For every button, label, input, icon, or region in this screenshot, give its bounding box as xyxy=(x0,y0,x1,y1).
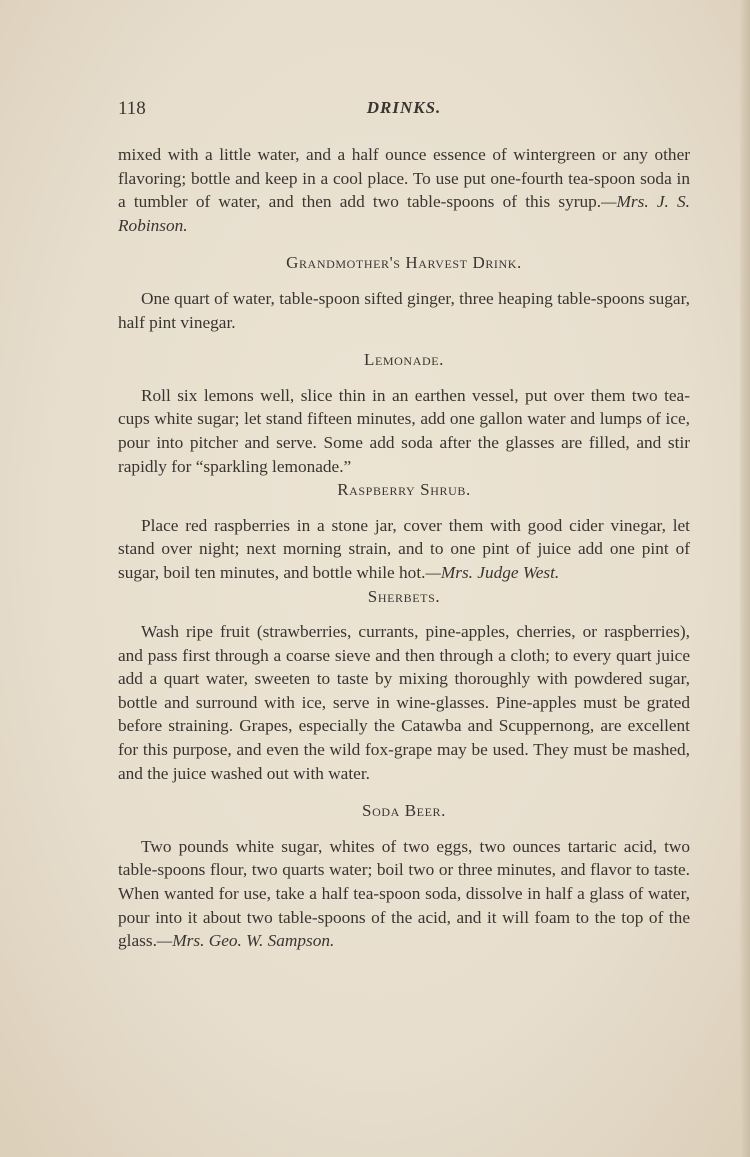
page-number: 118 xyxy=(118,98,146,119)
intro-text: mixed with a little water, and a half ounce essence of wintergreen or any other flavoring; bottle and keep in a cool place. To use put one-fourth tea-spoon soda in a tumbler of water, and then add two table-spoons of this syrup. xyxy=(118,145,690,212)
page-content xyxy=(118,143,690,953)
soda-beer-heading: Soda Beer. xyxy=(362,801,446,821)
intro-paragraph xyxy=(118,143,690,237)
raspberry-heading: Raspberry Shrub. xyxy=(337,480,471,500)
lemonade-paragraph: Roll six lemons well, slice thin in an earthen vessel, put over them two tea-cups white sugar; let stand fifteen minutes, add one gallon water and lumps of ice, pour into pitcher and serve. Some add soda after the glasses are filled, and stir rapidly for “sparkling lemonade.” xyxy=(118,385,690,476)
raspberry-paragraph xyxy=(118,514,690,585)
soda-beer-paragraph xyxy=(118,835,690,953)
page-header xyxy=(118,98,690,124)
soda-beer-signature: —Mrs. Geo. W. Sampson. xyxy=(156,931,335,951)
soda-beer-text: Two pounds white sugar, whites of two eggs, two ounces tartaric acid, two table-spoons flour, two quarts water; boil two or three minutes, and flavor to taste. When wanted for use, take a half tea-spoon soda, dissolve in half a glass of water, pour into it about two table-spoons of the acid, and it will foam to the top of the glass. xyxy=(118,836,690,951)
sherbets-paragraph: Wash ripe fruit (strawberries, currants, pine-apples, cherries, or raspberries), and pass first through a coarse sieve and then through a cloth; to every quart juice add a quart water, sweeten to taste by mixing thoroughly with powdered sugar, bottle and surround with ice, serve in wine-glasses. Pine-apples must be grated before straining. Grapes, especially the Catawba and Scuppernong, are excellent for this purpose, and even the wild fox-grape may be used. They must be mashed, and the juice washed out with water. xyxy=(118,622,690,783)
page-edge-shadow xyxy=(740,0,750,1157)
lemonade-heading: Lemonade. xyxy=(363,350,445,370)
sherbets-heading: Sherbets. xyxy=(367,586,441,606)
grandmother-heading: Grandmother's Harvest Drink. xyxy=(286,253,522,273)
raspberry-text: Place red raspberries in a stone jar, cover them with good cider vinegar, let stand over night; next morning strain, and to one pint of juice add one pint of sugar, boil ten minutes, and bottle while hot. xyxy=(118,515,690,582)
running-title: DRINKS. xyxy=(366,98,442,117)
grandmother-paragraph: One quart of water, table-spoon sifted ginger, three heaping table-spoons sugar, half pint vinegar. xyxy=(118,288,690,332)
intro-signature: —Mrs. J. S. Robinson. xyxy=(118,192,691,235)
raspberry-signature: —Mrs. Judge West. xyxy=(425,562,560,582)
